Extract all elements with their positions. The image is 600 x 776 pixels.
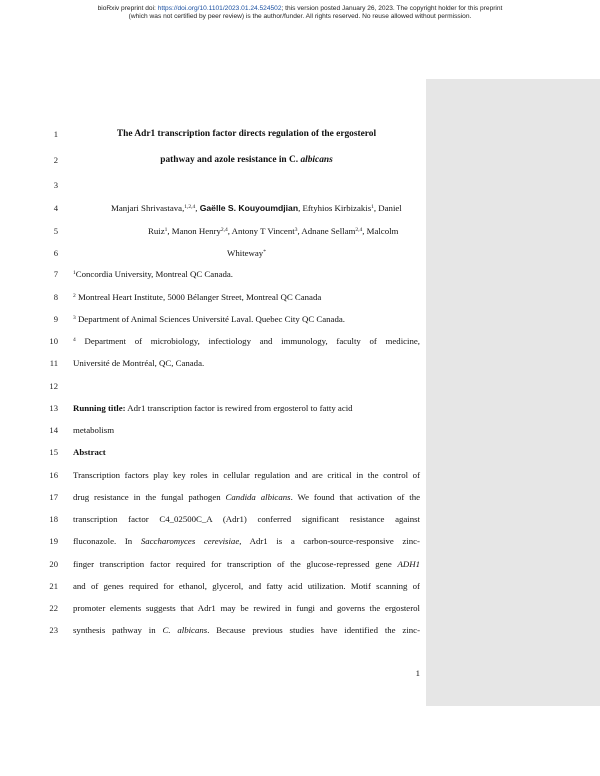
author: , Manon Henry <box>167 226 221 236</box>
abstract-line: transcription factor C4_02500C_A (Adr1) conferred significant resistance against <box>73 514 420 524</box>
gene-name: ADH1 <box>397 559 420 569</box>
corresponding-mark: * <box>263 249 266 255</box>
line-number: 22 <box>49 603 58 613</box>
author: , Antony T Vincent <box>227 226 295 236</box>
affiliation-sup: 2 <box>73 293 76 299</box>
affiliation-text: Montreal Heart Institute, 5000 Bélanger Street, Montreal QC Canada <box>77 292 322 302</box>
affiliation-text: Department of Animal Sciences Université Laval. Quebec City QC Canada. <box>77 314 345 324</box>
line-number: 18 <box>49 514 58 524</box>
line-number: 2 <box>53 155 58 165</box>
affiliation-sup: 1,2,4 <box>184 204 196 210</box>
line-number: 10 <box>49 336 58 346</box>
species-name: Candida albicans <box>225 492 291 502</box>
abstract-text: drug resistance in the fungal pathogen <box>73 492 226 502</box>
abstract-heading-text: Abstract <box>73 447 106 457</box>
abstract-text: , Adr1 is a carbon-source-responsive zinc- <box>239 536 420 546</box>
abstract-text: . We found that activation of the <box>290 492 420 502</box>
line-number: 12 <box>49 381 58 391</box>
title-prefix: pathway and azole resistance in C. <box>160 155 299 165</box>
line-number: 13 <box>49 403 58 413</box>
author: , Daniel <box>373 203 402 213</box>
author: , Adnane Sellam <box>297 226 356 236</box>
line-number: 1 <box>53 129 58 139</box>
affiliation-1 <box>73 269 420 279</box>
preprint-line-1 <box>0 5 600 13</box>
line-number: 15 <box>49 447 58 457</box>
line-number: 5 <box>53 226 58 236</box>
abstract-line: promoter elements suggests that Adr1 may be rewired in fungi and governs the ergosterol <box>73 603 420 613</box>
running-title <box>73 403 420 413</box>
line-number: 11 <box>49 358 58 368</box>
abstract-text: fluconazole. In <box>73 536 141 546</box>
line-number: 9 <box>53 314 58 324</box>
affiliation-sup: 3 <box>73 315 76 321</box>
abstract-line <box>73 492 420 502</box>
author: , Malcolm <box>362 226 399 236</box>
running-title-label: Running title: <box>73 403 126 413</box>
author: Ruiz <box>148 226 165 236</box>
line-number: 6 <box>53 248 58 258</box>
author: Whiteway <box>227 248 264 258</box>
species-name: Saccharomyces cerevisiae <box>140 536 240 546</box>
line-number: 23 <box>49 625 58 635</box>
author: Manjari Shrivastava, <box>111 203 185 213</box>
affiliation-sup: 1 <box>73 270 76 276</box>
abstract-line: Transcription factors play key roles in cellular regulation and are critical in the control of <box>73 470 420 480</box>
authors-line-3 <box>73 248 420 258</box>
abstract-text: finger transcription factor required for transcription of the glucose-repressed gene <box>73 559 398 569</box>
running-title-text: Adr1 transcription factor is rewired from ergosterol to fatty acid <box>125 403 353 413</box>
running-title-cont: metabolism <box>73 425 115 435</box>
title-species: albicans <box>300 155 333 165</box>
affiliation-4-cont: Université de Montréal, QC, Canada. <box>73 358 205 368</box>
line-number: 19 <box>49 536 58 546</box>
affiliation-sup: 4 <box>73 337 76 343</box>
page-number: 1 <box>415 668 420 678</box>
abstract-text: . Because previous studies have identified the zinc- <box>207 625 421 635</box>
affiliation-sup: 1 <box>164 227 168 233</box>
abstract-text: synthesis pathway in <box>73 625 163 635</box>
line-number: 16 <box>49 470 58 480</box>
species-name: C. albicans <box>162 625 208 635</box>
line-number: 8 <box>53 292 58 302</box>
affiliation-sup: 1 <box>371 204 374 210</box>
abstract-heading <box>73 447 420 457</box>
preprint-prefix: bioRxiv preprint doi: <box>97 5 158 12</box>
line-number: 7 <box>53 269 58 279</box>
affiliation-4 <box>73 336 420 346</box>
abstract-line: and of genes required for ethanol, glycerol, and fatty acid utilization. Motif scanning of <box>73 581 420 591</box>
affiliation-sup: 3 <box>294 227 298 233</box>
line-number: 20 <box>49 559 58 569</box>
affiliation-text: Concordia University, Montreal QC Canada. <box>75 269 233 279</box>
comment-sidebar[interactable] <box>426 79 600 706</box>
doi-link[interactable]: https://doi.org/10.1101/2023.01.24.524502 <box>157 5 282 12</box>
author: , Eftyhios Kirbizakis <box>298 203 372 213</box>
affiliation-text: Department of microbiology, infectiology and immunology, faculty of medicine, <box>84 336 421 346</box>
title-line-2 <box>73 155 420 165</box>
line-number: 14 <box>49 425 58 435</box>
affiliation-sup: 2,4 <box>355 227 363 233</box>
authors-line-2 <box>148 226 420 236</box>
line-number: 4 <box>53 203 58 213</box>
preprint-suffix: ; this version posted January 26, 2023. The copyright holder for this preprint <box>281 5 503 12</box>
affiliation-sup: 2,4 <box>220 227 228 233</box>
abstract-line <box>73 559 420 569</box>
affiliation-3 <box>73 314 420 324</box>
authors-line-1: Manjari Shrivastava,$^{1,2,4}$, Gaëlle S. Kouyoumdjian, Eftyhios Kirbizakis$^1$, Daniel <box>111 203 402 213</box>
abstract-line <box>73 625 420 635</box>
line-number: 17 <box>49 492 58 502</box>
preprint-line-2: (which was not certified by peer review) is the author/funder. All rights reserved. No reuse allowed without permission. <box>128 13 472 20</box>
author-highlight: Gaëlle S. Kouyoumdjian <box>199 203 299 213</box>
line-number: 3 <box>53 180 58 190</box>
title-line-1: The Adr1 transcription factor directs regulation of the ergosterol <box>116 129 377 139</box>
line-number: 21 <box>49 581 58 591</box>
preprint-banner <box>0 5 600 21</box>
affiliation-2 <box>73 292 420 302</box>
abstract-line <box>73 536 420 546</box>
